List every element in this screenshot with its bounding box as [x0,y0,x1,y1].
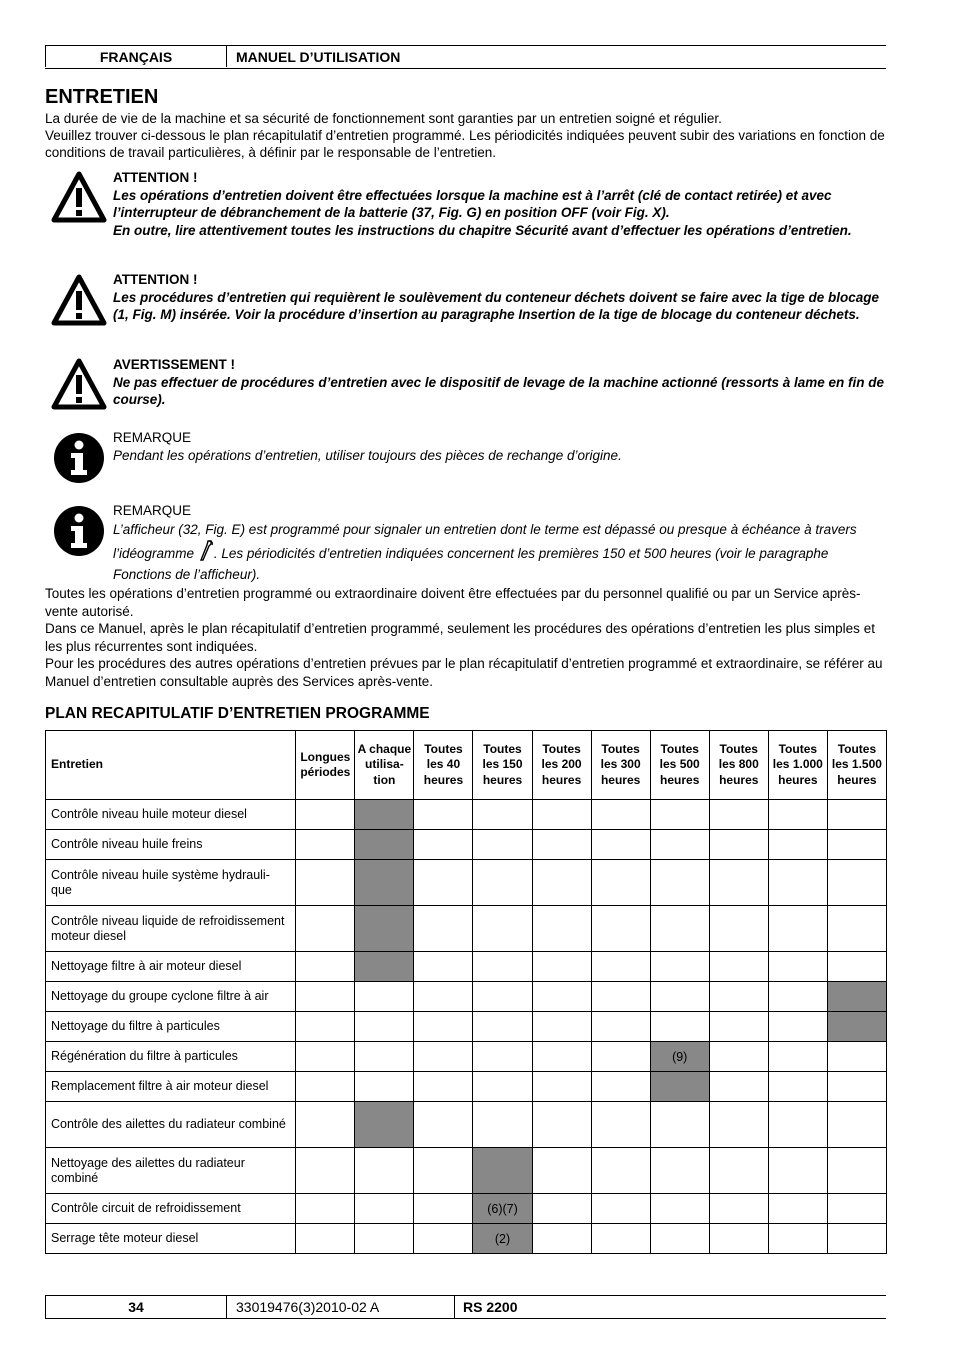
scheduled-cell [827,982,886,1012]
table-cell [827,1148,886,1194]
scheduled-cell [473,1148,532,1194]
table-cell [414,952,473,982]
row-label: Serrage tête moteur diesel [46,1224,296,1254]
footer-divider [454,1296,455,1318]
table-cell [532,1012,591,1042]
table-cell [827,860,886,906]
table-cell [768,1102,827,1148]
table-cell [768,982,827,1012]
page-footer [45,1295,886,1319]
table-row [46,1072,887,1102]
table-cell [709,1148,768,1194]
intro-line-2: Veuillez trouver ci-dessous le plan récapitulatif d’entretien programmé. Les périodicités indiquées peuvent subir des variations en fonction de conditions de travail particulières, à définir par le responsable de l’entretien. [45,128,885,160]
table-cell [591,1194,650,1224]
table-cell [709,906,768,952]
table-cell [650,1012,709,1042]
table-cell [709,860,768,906]
table-cell [532,1072,591,1102]
table-cell [591,860,650,906]
table-cell [768,1194,827,1224]
table-cell [768,1072,827,1102]
table-cell [414,982,473,1012]
table-cell [591,1072,650,1102]
info-icon [53,505,105,557]
scheduled-cell: (9) [650,1042,709,1072]
table-cell [414,1072,473,1102]
table-row [46,1148,887,1194]
table-cell [768,906,827,952]
row-label: Régénération du filtre à particules [46,1042,296,1072]
table-cell [296,1148,355,1194]
table-row [46,982,887,1012]
notice-title: AVERTISSEMENT ! [113,357,236,372]
table-cell [768,860,827,906]
table-row [46,1224,887,1254]
table-cell [709,1224,768,1254]
table-cell [473,1042,532,1072]
table-cell [650,982,709,1012]
row-label: Contrôle niveau huile système hydrauli- que [46,860,296,906]
row-label: Contrôle niveau huile moteur diesel [46,800,296,830]
table-cell [296,1042,355,1072]
intro-line-1: La durée de vie de la machine et sa sécurité de fonctionnement sont garanties par un entretien soigné et régulier. [45,111,722,126]
table-cell [768,1224,827,1254]
table-cell [296,1224,355,1254]
table-row [46,860,887,906]
column-header: A chaque utilisa- tion [355,731,414,800]
table-cell [473,952,532,982]
scheduled-cell: (2) [473,1224,532,1254]
table-cell [650,1148,709,1194]
notice-title: ATTENTION ! [113,170,198,185]
row-label: Contrôle niveau huile freins [46,830,296,860]
warning-triangle-icon [51,358,107,410]
scheduled-cell [827,1012,886,1042]
table-cell [768,952,827,982]
table-cell [414,860,473,906]
scheduled-cell [355,800,414,830]
table-cell [473,860,532,906]
row-label: Contrôle niveau liquide de refroidissement moteur diesel [46,906,296,952]
table-cell [296,906,355,952]
scheduled-cell [355,906,414,952]
table-cell [355,1072,414,1102]
column-header: Toutes les 300 heures [591,731,650,800]
scheduled-cell [355,830,414,860]
table-cell [355,1224,414,1254]
notice-title: REMARQUE [113,503,192,518]
paragraph-1: Toutes les opérations d’entretien programmé ou extraordinaire doivent être effectuées par du personnel qualifié ou par un Service après-vente autorisé. [45,586,861,619]
paragraph-2: Dans ce Manuel, après le plan récapitulatif d’entretien programmé, seulement les procédures des opérations d’entretien les plus simples et les plus récurrentes sont indiquées. [45,621,875,654]
table-cell [591,952,650,982]
scheduled-cell [650,1072,709,1102]
column-header: Toutes les 800 heures [709,731,768,800]
table-cell [650,1194,709,1224]
row-label: Nettoyage du filtre à particules [46,1012,296,1042]
row-label: Contrôle circuit de refroidissement [46,1194,296,1224]
table-cell [827,1072,886,1102]
row-label: Remplacement filtre à air moteur diesel [46,1072,296,1102]
table-cell [532,952,591,982]
table-cell [414,1224,473,1254]
table-cell [768,800,827,830]
page-title: ENTRETIEN [45,86,159,108]
table-cell [296,982,355,1012]
table-cell [532,1194,591,1224]
table-cell [296,1102,355,1148]
scheduled-cell [355,1102,414,1148]
row-label: Contrôle des ailettes du radiateur combiné [46,1102,296,1148]
column-header: Toutes les 500 heures [650,731,709,800]
table-cell [827,1194,886,1224]
notice-body-part-2: . Les périodicités d’entretien indiquées concernent les premières 150 et 500 heures (voir le paragraphe Fonctions de l’afficheur). [113,546,829,582]
table-cell [532,830,591,860]
warning-triangle-icon [51,171,107,223]
table-row [46,952,887,982]
column-header: Longues périodes [296,731,355,800]
table-cell [709,830,768,860]
table-cell [296,1072,355,1102]
header-manual-title: MANUEL D’UTILISATION [236,49,401,65]
table-cell [591,982,650,1012]
table-cell [709,982,768,1012]
table-cell [591,800,650,830]
table-cell [355,1012,414,1042]
table-cell [414,800,473,830]
table-cell [827,1102,886,1148]
table-cell [709,1194,768,1224]
table-cell [355,1042,414,1072]
intro-text [45,110,890,161]
table-cell [709,1042,768,1072]
column-header: Toutes les 200 heures [532,731,591,800]
table-cell [532,1102,591,1148]
table-cell [650,860,709,906]
table-cell [296,860,355,906]
scheduled-cell [355,952,414,982]
table-cell [473,982,532,1012]
scheduled-cell: (6)(7) [473,1194,532,1224]
table-cell [296,800,355,830]
table-cell [827,1042,886,1072]
notice-body: Pendant les opérations d’entretien, utiliser toujours des pièces de rechange d’origine. [113,447,622,463]
table-row [46,906,887,952]
table-cell [768,830,827,860]
table-cell [532,800,591,830]
table-cell [709,952,768,982]
table-cell [296,1012,355,1042]
table-row [46,1102,887,1148]
table-cell [591,1042,650,1072]
table-cell [827,906,886,952]
table-cell [296,830,355,860]
table-row [46,830,887,860]
table-cell [532,1148,591,1194]
table-row [46,1012,887,1042]
table-cell [709,1072,768,1102]
table-header-row [46,731,887,800]
notice-body: Ne pas effectuer de procédures d’entretien avec le dispositif de levage de la machine actionné (ressorts à lame en fin de course). [113,374,885,407]
table-cell [827,1224,886,1254]
table-cell [414,1102,473,1148]
table-cell [414,1194,473,1224]
column-header: Toutes les 1.000 heures [768,731,827,800]
table-cell [827,800,886,830]
column-header: Toutes les 150 heures [473,731,532,800]
table-row [46,1194,887,1224]
table-cell [355,1194,414,1224]
machine-model: RS 2200 [463,1299,518,1315]
table-cell [414,1042,473,1072]
notice-title: REMARQUE [113,430,192,445]
column-header-entretien: Entretien [46,731,296,800]
table-row [46,1042,887,1072]
wrench-icon [198,540,214,562]
table-cell [650,1224,709,1254]
scheduled-cell [355,860,414,906]
table-cell [473,800,532,830]
table-cell [709,1102,768,1148]
table-cell [650,1102,709,1148]
header-language: FRANÇAIS [45,46,227,67]
maintenance-plan-table [45,730,887,1254]
table-cell [768,1148,827,1194]
table-cell [768,1042,827,1072]
table-cell [650,800,709,830]
table-cell [414,1148,473,1194]
table-cell [473,906,532,952]
table-cell [532,906,591,952]
table-cell [591,906,650,952]
table-row [46,800,887,830]
notice-body-extra: En outre, lire attentivement toutes les instructions du chapitre Sécurité avant d’effectuer les opérations d’entretien. [113,222,852,238]
notice-body: Les procédures d’entretien qui requièrent le soulèvement du conteneur déchets doivent se faire avec la tige de blocage (1, Fig. M) insérée. Voir la procédure d’insertion au paragraphe Insertion de la tige de blocage du conteneur déchets. [113,289,879,322]
table-cell [296,1194,355,1224]
info-icon [53,432,105,484]
table-cell [827,952,886,982]
table-cell [532,1224,591,1254]
page-header [45,45,886,69]
notice-body-part-1: L’afficheur (32, Fig. E) est programmé pour signaler un entretien dont le terme est dépassé ou presque à échéance à travers l’idéogramme [113,522,857,561]
notice-title: ATTENTION ! [113,272,198,287]
table-cell [473,830,532,860]
table-cell [473,1102,532,1148]
table-cell [591,1102,650,1148]
table-body [46,800,887,1254]
table-cell [650,906,709,952]
plan-heading: PLAN RECAPITULATIF D’ENTRETIEN PROGRAMME [45,705,430,722]
page-number: 34 [45,1296,227,1318]
table-cell [650,952,709,982]
table-cell [591,1012,650,1042]
paragraph-3: Pour les procédures des autres opérations d’entretien prévues par le plan récapitulatif d’entretien programmé et extraordinaire, se référer au Manuel d’entretien consultable auprès des Services après-vente. [45,656,883,689]
table-cell [591,1224,650,1254]
table-cell [296,952,355,982]
notice-body: Les opérations d’entretien doivent être effectuées lorsque la machine est à l’arrêt (clé de contact retirée) et avec l’interrupteur de débranchement de la batterie (37, Fig. G) en position OFF (voir Fig. X). [113,187,832,220]
table-cell [591,830,650,860]
row-label: Nettoyage du groupe cyclone filtre à air [46,982,296,1012]
table-cell [709,1012,768,1042]
table-cell [650,830,709,860]
table-cell [355,1148,414,1194]
table-cell [414,906,473,952]
document-code: 33019476(3)2010-02 A [236,1299,380,1315]
table-cell [709,800,768,830]
table-cell [414,1012,473,1042]
table-cell [532,982,591,1012]
table-cell [827,830,886,860]
table-cell [532,1042,591,1072]
table-cell [355,982,414,1012]
table-cell [591,1148,650,1194]
table-cell [532,860,591,906]
table-cell [473,1012,532,1042]
column-header: Toutes les 1.500 heures [827,731,886,800]
table-cell [768,1012,827,1042]
column-header: Toutes les 40 heures [414,731,473,800]
row-label: Nettoyage des ailettes du radiateur combiné [46,1148,296,1194]
warning-triangle-icon [51,274,107,326]
row-label: Nettoyage filtre à air moteur diesel [46,952,296,982]
maintenance-paragraphs [45,585,890,690]
table-cell [473,1072,532,1102]
table-cell [414,830,473,860]
notice-body [113,519,888,585]
